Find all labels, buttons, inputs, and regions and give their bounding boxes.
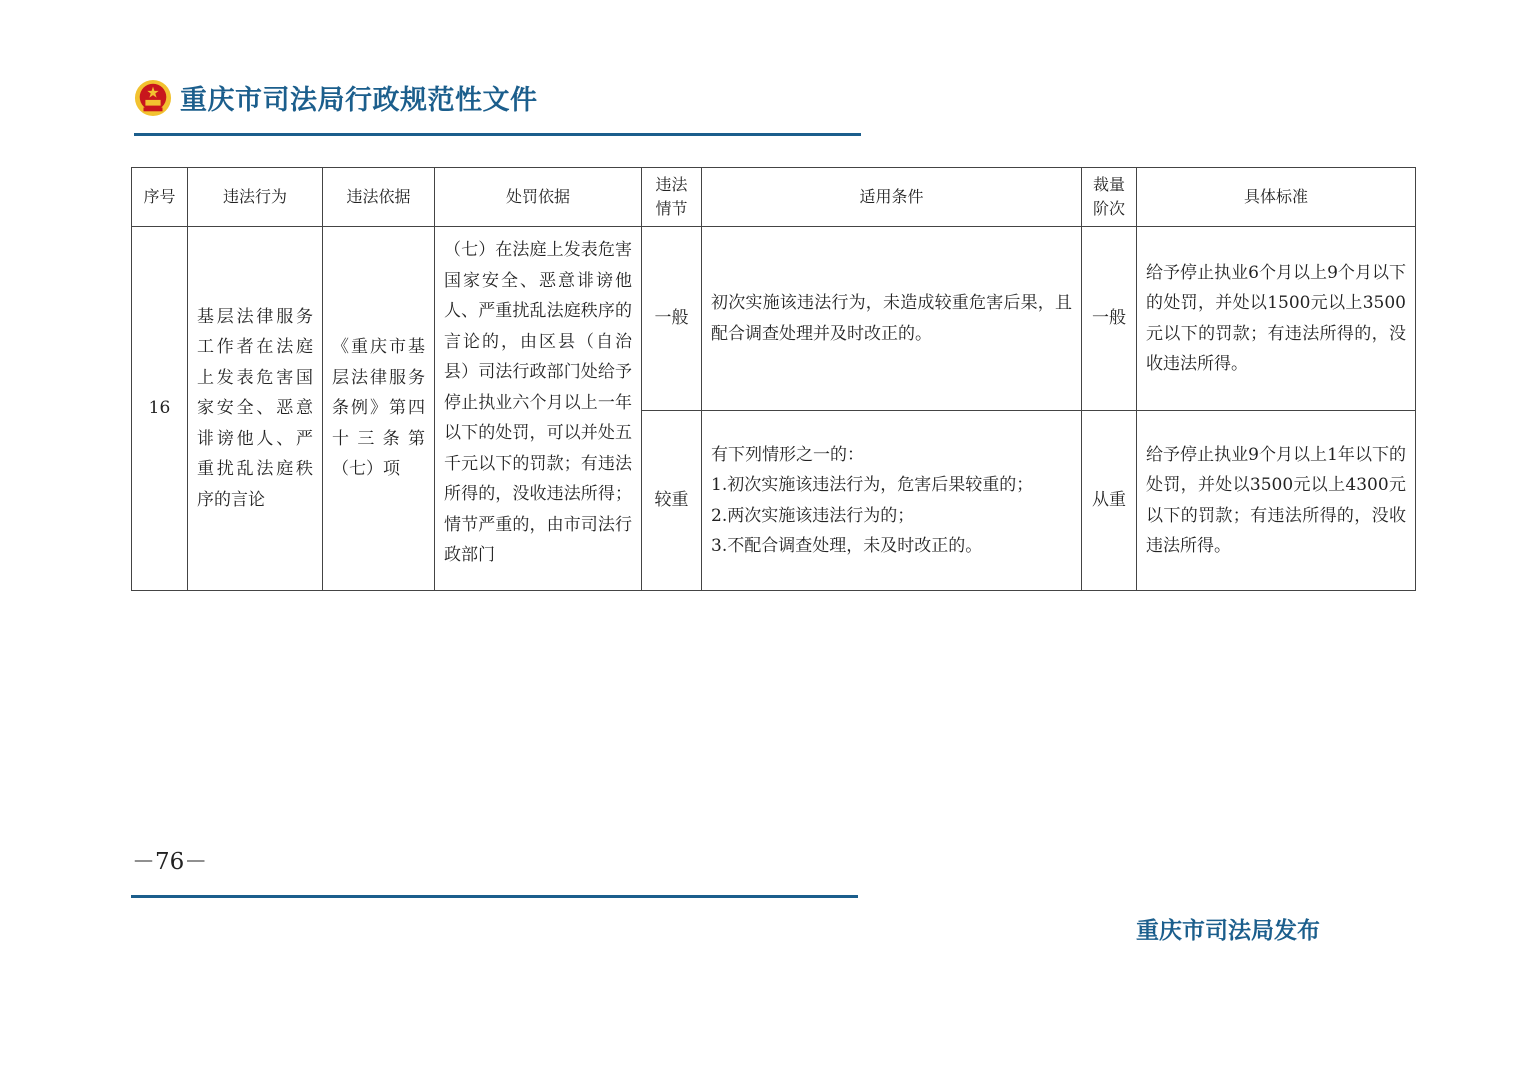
condition-line: 1.初次实施该违法行为，危害后果较重的；	[711, 475, 1034, 495]
cell-level-1: 一般	[1082, 227, 1137, 411]
header-act: 违法行为	[188, 168, 323, 227]
condition-line: 3.不配合调查处理，未及时改正的。	[711, 536, 983, 556]
cell-conditions-1	[702, 227, 1082, 411]
footer-publisher: 重庆市司法局发布	[1136, 918, 1320, 944]
header-conditions: 适用条件	[702, 168, 1082, 227]
national-emblem-icon	[134, 79, 172, 117]
table-header-row	[132, 168, 1416, 227]
table-row	[132, 227, 1416, 411]
document-header	[134, 78, 538, 117]
cell-standard-2: 给予停止执业9个月以上1年以下的处罚，并处以3500元以上4300元以下的罚款；有违法所得的，没收违法所得。	[1137, 411, 1416, 591]
header-no: 序号	[132, 168, 188, 227]
cell-circumstance-1: 一般	[642, 227, 702, 411]
condition-line: 初次实施该违法行为，未造成较重危害后果，且配合调查处理并及时改正的。	[711, 293, 1072, 344]
header-title: 重庆市司法局行政规范性文件	[180, 85, 538, 116]
header-penalty-basis: 处罚依据	[435, 168, 642, 227]
header-level: 裁量 阶次	[1082, 168, 1137, 227]
header-circumstance: 违法 情节	[642, 168, 702, 227]
header-rule	[134, 133, 861, 136]
cell-penalty-basis	[435, 227, 642, 591]
header-standard: 具体标准	[1137, 168, 1416, 227]
cell-basis: 《重庆市基层法律服务条例》第四十三条第（七）项	[323, 227, 435, 591]
cell-conditions-2	[702, 411, 1082, 591]
cell-standard-1: 给予停止执业6个月以上9个月以下的处罚，并处以1500元以上3500元以下的罚款；有违法所得的，没收违法所得。	[1137, 227, 1416, 411]
page-number: －76－	[132, 849, 208, 875]
header-basis: 违法依据	[323, 168, 435, 227]
condition-line: 2.两次实施该违法行为的；	[711, 505, 915, 526]
cell-no: 16	[132, 227, 188, 591]
footer-rule	[131, 895, 858, 898]
penalty-basis-text: （七）在法庭上发表危害国家安全、恶意诽谤他人、严重扰乱法庭秩序的言论的，由区县（自治县）司法行政部门处给予停止执业六个月以上一年以下的处罚，可以并处五千元以下的罚款；有违法所得的，没收违法所得；情节严重的，由市司法行政部门	[444, 240, 632, 565]
cell-act: 基层法律服务工作者在法庭上发表危害国家安全、恶意诽谤他人、严重扰乱法庭秩序的言论	[188, 227, 323, 591]
cell-circumstance-2: 较重	[642, 411, 702, 591]
cell-level-2: 从重	[1082, 411, 1137, 591]
condition-line: 有下列情形之一的：	[711, 444, 864, 465]
penalty-standard-table	[131, 167, 1416, 591]
